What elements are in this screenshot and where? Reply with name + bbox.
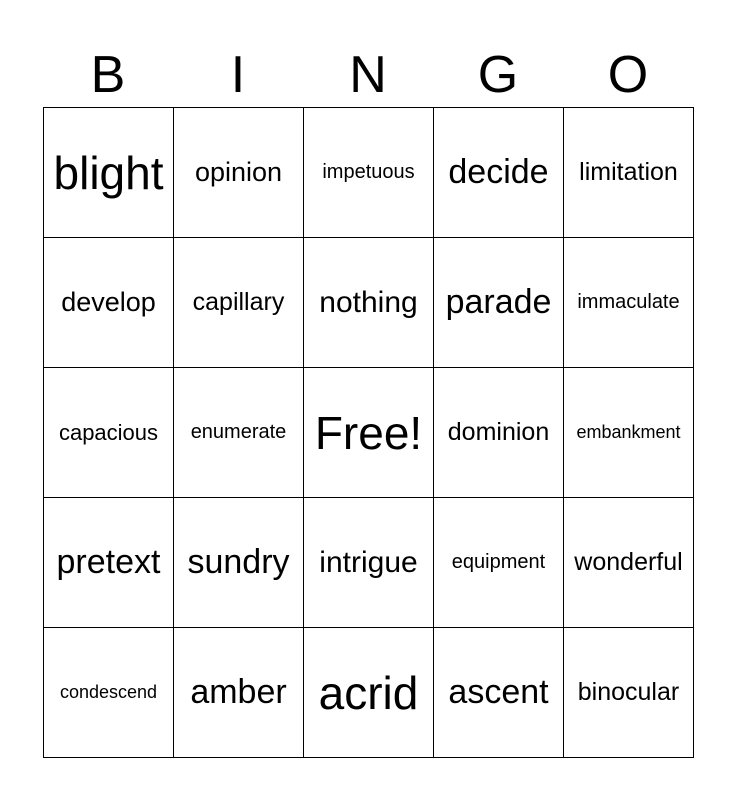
bingo-cell[interactable]: impetuous: [304, 108, 434, 238]
header-letter-b: B: [90, 46, 126, 104]
bingo-cell[interactable]: capacious: [44, 368, 174, 498]
bingo-cell[interactable]: immaculate: [564, 238, 694, 368]
bingo-cell[interactable]: dominion: [434, 368, 564, 498]
bingo-header: [43, 44, 693, 106]
bingo-cell[interactable]: develop: [44, 238, 174, 368]
bingo-cell[interactable]: decide: [434, 108, 564, 238]
bingo-cell[interactable]: sundry: [174, 498, 304, 628]
bingo-cell[interactable]: capillary: [174, 238, 304, 368]
bingo-cell[interactable]: acrid: [304, 628, 434, 758]
bingo-cell[interactable]: ascent: [434, 628, 564, 758]
header-letter-o: O: [607, 46, 649, 104]
bingo-cell[interactable]: condescend: [44, 628, 174, 758]
bingo-cell[interactable]: wonderful: [564, 498, 694, 628]
free-space-cell[interactable]: Free!: [304, 368, 434, 498]
bingo-cell[interactable]: binocular: [564, 628, 694, 758]
header-letter-i: I: [230, 46, 246, 104]
bingo-cell[interactable]: opinion: [174, 108, 304, 238]
bingo-board: [43, 107, 694, 758]
bingo-cell[interactable]: embankment: [564, 368, 694, 498]
bingo-cell[interactable]: equipment: [434, 498, 564, 628]
header-letter-n: N: [349, 46, 387, 104]
bingo-cell[interactable]: blight: [44, 108, 174, 238]
header-letter-g: G: [477, 46, 519, 104]
bingo-cell[interactable]: limitation: [564, 108, 694, 238]
bingo-cell[interactable]: pretext: [44, 498, 174, 628]
bingo-cell[interactable]: amber: [174, 628, 304, 758]
bingo-cell[interactable]: enumerate: [174, 368, 304, 498]
bingo-cell[interactable]: parade: [434, 238, 564, 368]
bingo-cell[interactable]: nothing: [304, 238, 434, 368]
bingo-cell[interactable]: intrigue: [304, 498, 434, 628]
